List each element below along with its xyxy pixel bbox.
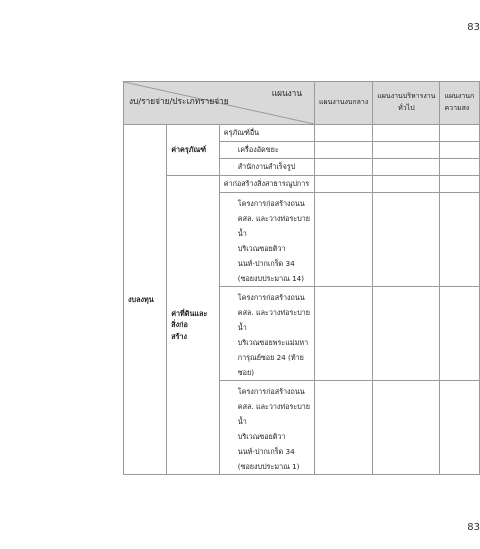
- header-admin-plan: [373, 82, 440, 125]
- project-cell: [219, 381, 314, 475]
- project-line: (ซอยงบประมาณ 14): [237, 274, 305, 283]
- project-line: โครงการก่อสร้างถนน: [237, 199, 305, 208]
- construction-category-line2: สร้าง: [171, 331, 187, 341]
- equipment-item-cell: [219, 142, 314, 159]
- value-cell: [440, 159, 480, 176]
- construction-category-line1: ค่าที่ดินและสิ่งก่อ: [171, 309, 208, 330]
- project-line: บริเวณซอยติวา: [237, 432, 286, 441]
- equipment-category-cell: [167, 125, 220, 176]
- header-plan-label: แผนงาน: [271, 88, 303, 98]
- project-line: คสล. และวางท่อระบาย: [237, 402, 311, 411]
- project-line: ซอย): [237, 368, 254, 377]
- project-line: (ซอยงบประมาณ 1): [237, 462, 300, 471]
- project-cell: [219, 193, 314, 287]
- project-line: คสล. และวางท่อระบาย: [237, 308, 311, 317]
- equipment-type-label: ครุภัณฑ์อื่น: [223, 128, 260, 138]
- equipment-item-cell: [219, 159, 314, 176]
- header-central-plan: [315, 82, 373, 125]
- project-line: โครงการก่อสร้างถนน: [237, 293, 305, 302]
- header-admin-line1: แผนงานบริหารงาน: [377, 92, 436, 101]
- value-cell: [315, 176, 373, 193]
- table-header-row: [124, 82, 480, 125]
- value-cell: [373, 125, 440, 142]
- value-cell: [373, 287, 440, 381]
- budget-table: [123, 81, 480, 475]
- page-number-top: 83: [467, 22, 480, 33]
- construction-type-cell: [219, 176, 314, 193]
- value-cell: [440, 193, 480, 287]
- header-row-label: งบ/รายจ่าย/ประเภทรายจ่าย: [129, 96, 229, 107]
- project-line: บริเวณซอยติวา: [237, 244, 286, 253]
- header-security-plan: [440, 82, 480, 125]
- project-line: น้ำ: [237, 229, 247, 238]
- value-cell: [315, 193, 373, 287]
- project-line: นนท์-ปากเกร็ด 34: [237, 447, 295, 456]
- project-line: น้ำ: [237, 417, 247, 426]
- project-cell: [219, 287, 314, 381]
- project-line: คสล. และวางท่อระบาย: [237, 214, 311, 223]
- table-row: [124, 125, 480, 142]
- value-cell: [373, 142, 440, 159]
- equipment-type-cell: [219, 125, 314, 142]
- value-cell: [373, 176, 440, 193]
- value-cell: [440, 142, 480, 159]
- value-cell: [440, 176, 480, 193]
- header-diagonal-cell: [124, 82, 315, 125]
- value-cell: [440, 125, 480, 142]
- header-security-line1: แผนงานก: [444, 92, 475, 101]
- project-line: โครงการก่อสร้างถนน: [237, 387, 305, 396]
- header-central-label: แผนงานงบกลาง: [319, 98, 369, 107]
- value-cell: [440, 287, 480, 381]
- value-cell: [315, 125, 373, 142]
- page-number-bottom: 83: [467, 522, 480, 533]
- value-cell: [440, 381, 480, 475]
- value-cell: [373, 193, 440, 287]
- value-cell: [315, 287, 373, 381]
- budget-group-label: งบลงทุน: [128, 294, 154, 304]
- equipment-item-label: เครื่องอัดขยะ: [237, 145, 279, 155]
- value-cell: [315, 381, 373, 475]
- equipment-item-label: สำนักงานสำเร็จรูป: [237, 162, 296, 172]
- budget-group-cell: [124, 125, 167, 475]
- value-cell: [315, 142, 373, 159]
- project-line: บริเวณซอยพระแม่มหา: [237, 338, 309, 347]
- project-line: น้ำ: [237, 323, 247, 332]
- construction-category-cell: [167, 176, 220, 475]
- value-cell: [373, 159, 440, 176]
- table-row: [124, 176, 480, 193]
- project-line: การุณย์ซอย 24 (ท้าย: [237, 353, 304, 362]
- construction-type-label: ค่าก่อสร้างสิ่งสาธารณูปการ: [223, 179, 310, 189]
- header-security-line2: ความสง: [444, 104, 470, 112]
- value-cell: [373, 381, 440, 475]
- header-admin-line2: ทั่วไป: [398, 104, 415, 112]
- project-line: นนท์-ปากเกร็ด 34: [237, 259, 295, 268]
- value-cell: [315, 159, 373, 176]
- equipment-category-label: ค่าครุภัณฑ์: [171, 145, 207, 155]
